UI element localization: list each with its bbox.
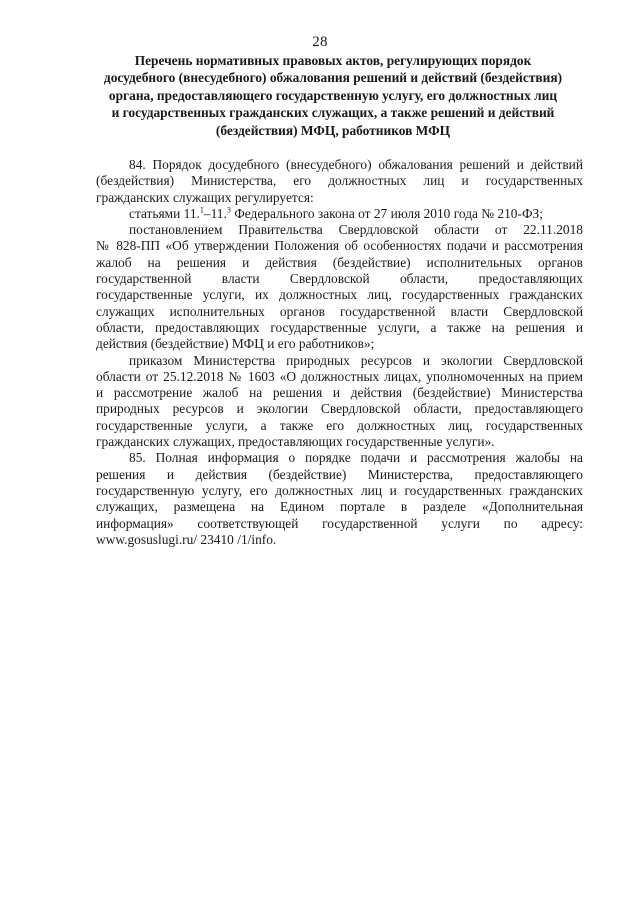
text-line: информация» соответствующей государственной услуги по адресу: [96, 515, 583, 531]
heading-line: (бездействия) МФЦ, работников МФЦ [215, 122, 451, 138]
document-body [96, 157, 583, 548]
text-line: 85. Полная информация о порядке подачи и рассмотрения жалобы на [129, 450, 583, 466]
text-line: природных ресурсов и экологии Свердловской области, предоставляющего [96, 401, 583, 417]
page-number: 28 [312, 34, 328, 50]
text-line: приказом Министерства природных ресурсов и экологии Свердловской [129, 352, 583, 368]
text-line: государственные услуги, их должностных лиц, государственных гражданских [96, 287, 583, 303]
text-line: государственные услуги, а также его должностных лиц, государственных [96, 417, 583, 433]
text-line: области, предоставляющих государственные услуги, а также на решения и [96, 319, 583, 335]
text-line: решения и действия (бездействие) Министерства, предоставляющего [96, 466, 583, 482]
text-line [125, 206, 583, 222]
law-prefix: статьями 11. [129, 205, 200, 221]
text-line: гражданских служащих регулируется: [96, 189, 314, 205]
text-line: (бездействия) Министерства, его должностных лиц и государственных [96, 173, 583, 189]
paragraph-ministry-order [96, 352, 583, 451]
superscript: 3 [226, 205, 231, 215]
paragraph-85 [96, 450, 583, 548]
paragraph-84 [96, 157, 583, 206]
text-line: 84. Порядок досудебного (внесудебного) обжалования решений и действий [129, 157, 583, 172]
heading-line: органа, предоставляющего государственную услугу, его должностных лиц [108, 87, 558, 103]
law-suffix: Федерального закона от 27 июля 2010 года № 210-ФЗ; [230, 205, 543, 221]
text-line: государственной власти Свердловской области, предоставляющих [96, 271, 583, 287]
heading-line: досудебного (внесудебного) обжалования решений и действий (бездействия) [103, 70, 563, 86]
text-line: жалоб на решения и действия (бездействие) исполнительных органов [96, 254, 583, 270]
paragraph-law-reference [125, 206, 583, 222]
text-line: постановлением Правительства Свердловской области от 22.11.2018 [129, 222, 583, 238]
info-url: www.gosuslugi.ru/ 23410 /1/info. [96, 531, 277, 547]
text-line: области от 25.12.2018 № 1603 «О должностных лицах, уполномоченных на прием [96, 368, 583, 384]
heading-line: и государственных гражданских служащих, а также решений и действий [111, 105, 555, 121]
heading-line: Перечень нормативных правовых актов, регулирующих порядок [134, 53, 532, 68]
text-line: служащих исполнительных органов государственной власти Свердловской [96, 303, 583, 319]
text-line: государственную услугу, его должностных лиц и государственных гражданских [96, 482, 583, 498]
text-line: № 828-ПП «Об утверждении Положения об особенностях подачи и рассмотрения [96, 238, 583, 254]
text-line: и рассмотрение жалоб на решения и действия (бездействие) Министерства [96, 385, 583, 401]
superscript: 1 [199, 205, 204, 215]
text-line: служащих, размещена на Едином портале в разделе «Дополнительная [96, 499, 583, 515]
text-line: гражданских служащих, предоставляющих государственные услуги». [96, 434, 495, 450]
text-line: действия (бездействие) МФЦ и его работников»; [96, 336, 375, 352]
paragraph-government-resolution [96, 222, 583, 352]
law-dash: –11. [203, 205, 227, 221]
section-heading [92, 52, 574, 139]
